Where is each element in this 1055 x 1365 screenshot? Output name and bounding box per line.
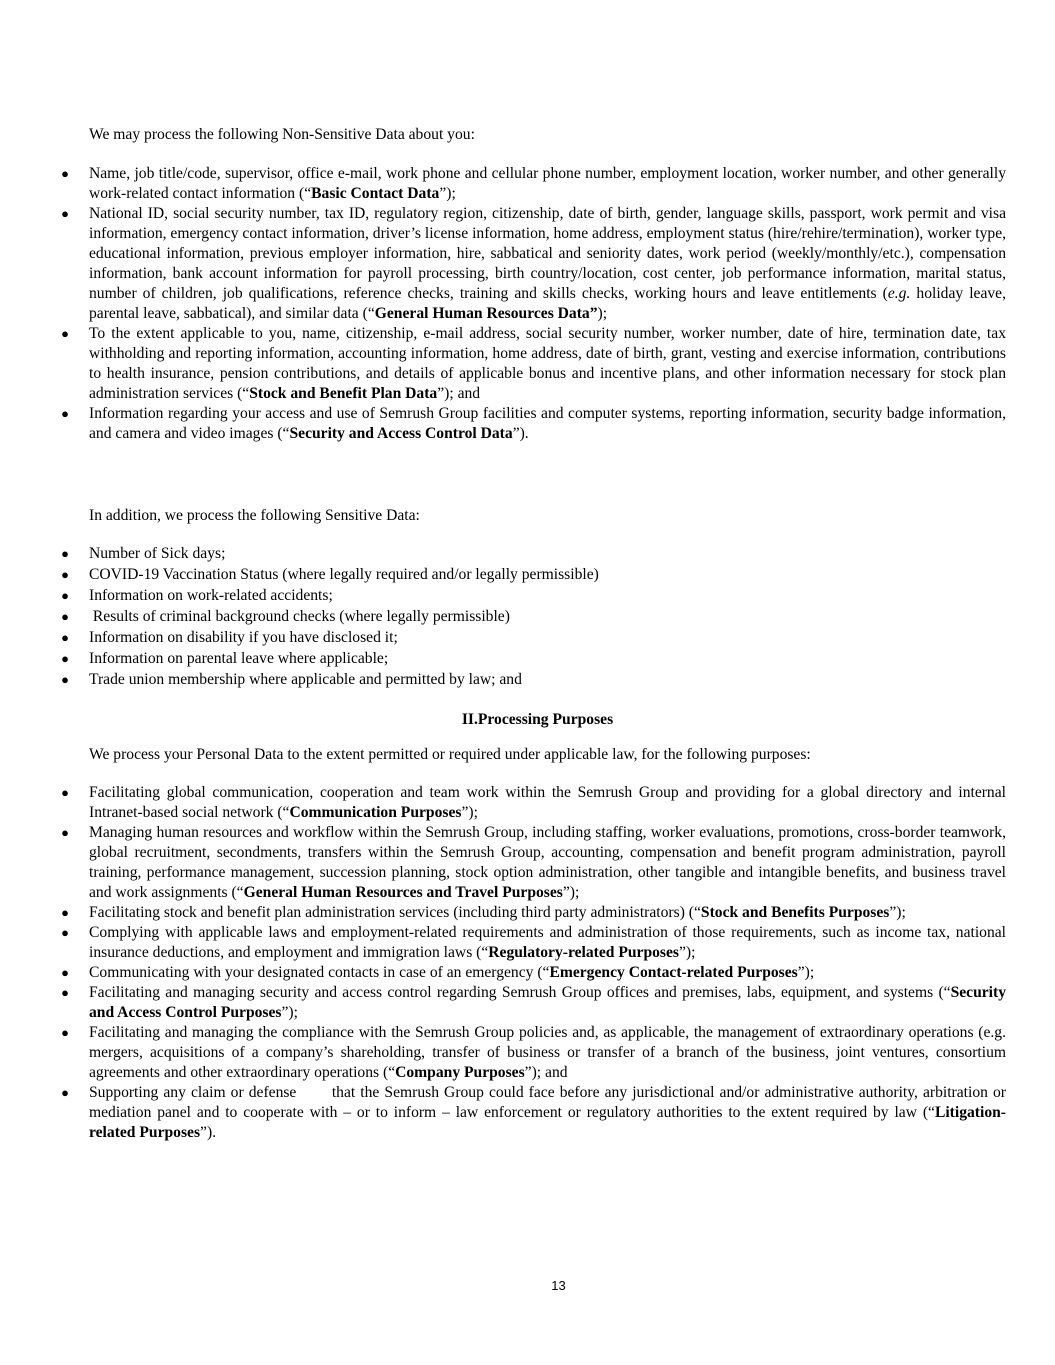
non-sensitive-intro: We may process the following Non-Sensitive Data about you:: [89, 126, 475, 143]
bullet-icon: ●: [61, 825, 69, 840]
list-item: ● Information on work-related accidents;: [61, 587, 333, 604]
purposes-list: [60, 783, 1010, 1143]
bullet-icon: ●: [61, 406, 69, 421]
non-sensitive-list: [60, 164, 1006, 444]
list-item: ● Supporting any claim or defense that the Semrush Group could face before any jurisdictional and/or administrative authority, arbitration or mediation panel and to cooperate with – or to inform – law enforcement or regulatory authorities to the extent required by law (“Litigation-related Purposes”).: [61, 1084, 1010, 1141]
list-item: ● Number of Sick days;: [61, 545, 226, 562]
page-number: 13: [551, 1278, 566, 1293]
list-item: ● COVID-19 Vaccination Status (where legally required and/or legally permissible): [61, 566, 599, 583]
section-heading: II.Processing Purposes: [461, 711, 614, 728]
bullet-icon: ●: [61, 206, 69, 221]
list-item: ● Trade union membership where applicable and permitted by law; and: [61, 671, 522, 688]
bullet-icon: ●: [61, 166, 69, 181]
bullet-icon: ●: [61, 546, 69, 561]
sensitive-intro: In addition, we process the following Sensitive Data:: [89, 507, 420, 524]
list-item: ● Facilitating global communication, cooperation and team work within the Semrush Group and providing for a global directory and internal Intranet-based social network (“Communication Purposes”);: [61, 784, 1006, 821]
list-item: ● Managing human resources and workflow within the Semrush Group, including staffing, worker evaluations, promotions, cross-border teamwork, global recruitment, secondments, transfers within the Semrush Group, accounting, compensation and benefit program administration, payroll training, performance management, succession planning, stock option administration, other tangible and intangible benefits, and business travel and work assignments (“General Human Resources and Travel Purposes”);: [61, 824, 1006, 901]
bullet-icon: ●: [61, 609, 69, 624]
bullet-icon: ●: [61, 785, 69, 800]
list-item: ● Information on disability if you have disclosed it;: [61, 629, 398, 646]
list-item: ● National ID, social security number, tax ID, regulatory region, citizenship, date of birth, gender, language skills, passport, work permit and visa information, emergency contact information, driver’s license information, home address, employment status (hire/rehire/termination), worker type, educational information, previous employer information, hire, sabbatical and seniority dates, work period (weekly/monthly/etc.), compensation information, bank account information for payroll processing, birth country/location, cost center, job performance information, marital status, number of children, job qualifications, reference checks, training and skills checks, working hours and leave entitlements (e.g. holiday leave, parental leave, sabbatical), and similar data (“General Human Resources Data”);: [61, 205, 1007, 322]
purposes-intro: We process your Personal Data to the extent permitted or required under applicable law, for the following purposes:: [89, 746, 811, 763]
list-item: ● Complying with applicable laws and employment-related requirements and administration of those requirements, such as income tax, national insurance deductions, and employment and immigration laws (“Regulatory-related Purposes”);: [61, 924, 1006, 961]
bullet-icon: ●: [61, 1085, 69, 1100]
bullet-icon: ●: [61, 630, 69, 645]
list-item: ● Facilitating and managing security and access control regarding Semrush Group offices and premises, labs, equipment, and systems (“Security and Access Control Purposes”);: [61, 984, 1006, 1021]
list-item: ● Facilitating and managing the compliance with the Semrush Group policies and, as applicable, the management of extraordinary operations (e.g. mergers, acquisitions of a company’s shareholding, transfer of business or transfer of a branch of the business, joint ventures, consortium agreements and other extraordinary operations (“Company Purposes”); and: [61, 1024, 1006, 1081]
bullet-icon: ●: [61, 567, 69, 582]
bullet-icon: ●: [61, 326, 69, 341]
list-item: ● To the extent applicable to you, name, citizenship, e-mail address, social security number, worker number, date of hire, termination date, tax withholding and reporting information, accounting information, home address, date of birth, grant, vesting and exercise information, contributions to health insurance, pension contributions, and details of applicable bonus and incentive plans, and other information necessary for stock plan administration services (“Stock and Benefit Plan Data”); and: [61, 325, 1006, 402]
bullet-icon: ●: [61, 672, 69, 687]
list-item: ● Name, job title/code, supervisor, office e-mail, work phone and cellular phone number, employment location, worker number, and other generally work-related contact information (“Basic Contact Data”);: [61, 165, 1006, 202]
list-item: ● Information regarding your access and use of Semrush Group facilities and computer systems, reporting information, security badge information, and camera and video images (“Security and Access Control Data”).: [61, 405, 1006, 442]
list-item: ● Facilitating stock and benefit plan administration services (including third party administrators) (“Stock and Benefits Purposes”);: [61, 904, 906, 921]
list-item: ● Information on parental leave where applicable;: [61, 650, 389, 667]
bullet-icon: ●: [61, 925, 69, 940]
bullet-icon: ●: [61, 985, 69, 1000]
bullet-icon: ●: [61, 588, 69, 603]
sensitive-list: [60, 543, 1006, 690]
list-item: ● Communicating with your designated contacts in case of an emergency (“Emergency Contact-related Purposes”);: [61, 964, 815, 981]
list-item: ● Results of criminal background checks (where legally permissible): [61, 608, 510, 625]
bullet-icon: ●: [61, 1025, 69, 1040]
bullet-icon: ●: [61, 965, 69, 980]
bullet-icon: ●: [61, 651, 69, 666]
bullet-icon: ●: [61, 905, 69, 920]
